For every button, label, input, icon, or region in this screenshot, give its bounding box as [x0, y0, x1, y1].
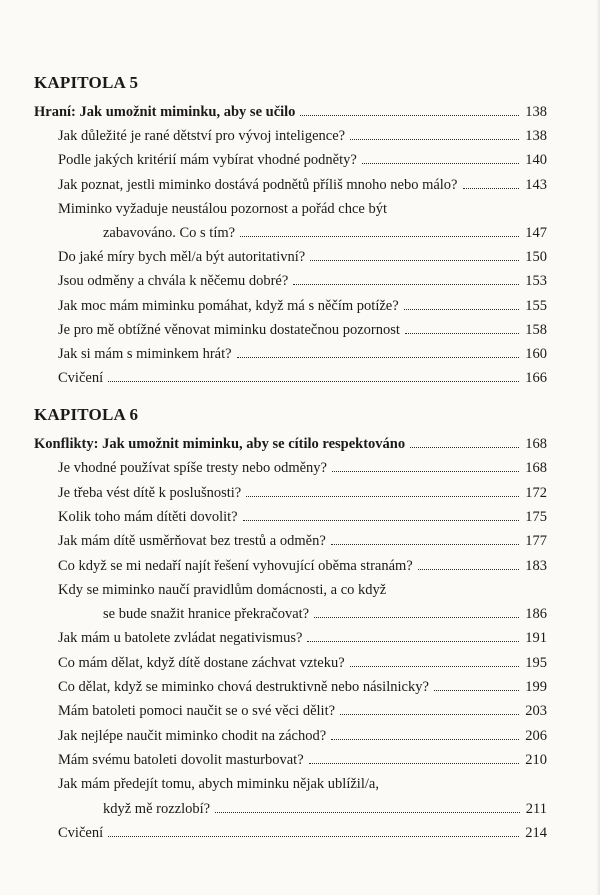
dot-leader [240, 236, 519, 237]
dot-leader [309, 763, 519, 764]
toc-entry-title: Jak si mám s miminkem hrát? [58, 346, 232, 362]
toc-entry-title: Kdy se miminko naučí pravidlům domácnosti, a co když [58, 581, 387, 598]
toc-entry-page: 138 [525, 128, 547, 145]
toc-entry-title: Je vhodné používat spíše tresty nebo odměny? [58, 460, 327, 477]
toc-entry [0, 675, 600, 699]
dot-leader [340, 714, 519, 715]
toc-entry [0, 294, 600, 318]
dot-leader [108, 381, 519, 382]
toc-entry [0, 124, 600, 148]
toc-entry-title: Mám batoleti pomoci naučit se o své věci dělit? [58, 703, 336, 720]
toc-entry [0, 748, 600, 772]
chapter-heading: KAPITOLA 6 [34, 405, 139, 424]
toc-entry-page: 195 [525, 654, 547, 671]
toc-entry-page: 211 [525, 800, 547, 817]
toc-entry-title: Co dělat, když se miminko chová destruktivně nebo násilnicky? [58, 679, 429, 695]
toc-entry-page: 186 [525, 606, 547, 623]
dot-leader [243, 520, 519, 521]
toc-entry-page: 175 [525, 508, 547, 525]
toc-entry-title: Cvičení [58, 824, 104, 841]
toc-entry-title: Jak mám dítě usměrňovat bez trestů a odměn? [58, 533, 326, 550]
toc-entry [0, 366, 600, 390]
toc-entry [0, 626, 600, 650]
toc-entry [0, 651, 600, 675]
toc-entry-page: 183 [525, 557, 547, 574]
toc-entry [0, 529, 600, 553]
toc-entry [0, 724, 600, 748]
dot-leader [310, 260, 519, 261]
toc-entry-page: 158 [525, 321, 547, 338]
toc-entry-page: 172 [525, 484, 547, 501]
toc-entry-page: 147 [525, 225, 547, 241]
dot-leader [331, 739, 519, 740]
toc-entry-title: Miminko vyžaduje neustálou pozornost a pořád chce být [58, 200, 387, 217]
toc-entry [0, 505, 600, 529]
toc-entry-title: Cvičení [58, 370, 104, 387]
toc-entry-page: 191 [525, 630, 547, 647]
dot-leader [434, 690, 519, 691]
toc-entry-title: když mě rozzlobí? [103, 800, 211, 817]
chapter-heading: KAPITOLA 5 [34, 73, 139, 92]
toc-entry [0, 318, 600, 342]
toc-entry-title: Hraní: Jak umožnit miminku, aby se učilo [34, 104, 296, 120]
toc-entry [0, 456, 600, 480]
toc-entry-title: Podle jakých kritérií mám vybírat vhodné podněty? [58, 152, 357, 169]
toc-entry-page: 140 [525, 152, 547, 169]
dot-leader [410, 447, 519, 448]
dot-leader [362, 163, 519, 164]
toc-entry-page: 203 [525, 703, 547, 720]
toc-entry [0, 245, 600, 269]
toc-entry-title: zabavováno. Co s tím? [103, 225, 236, 241]
toc-entry-page: 153 [525, 273, 547, 290]
toc-entry-title: Do jaké míry bych měl/a být autoritativní? [58, 249, 306, 266]
toc-entry-title: Mám svému batoleti dovolit masturbovat? [58, 751, 304, 768]
toc-entry-title: Jak důležité je rané dětství pro vývoj inteligence? [58, 128, 346, 145]
toc-entry [0, 481, 600, 505]
toc-entry-title: Co mám dělat, když dítě dostane záchvat vzteku? [58, 654, 345, 671]
toc-entry-page: 168 [525, 436, 547, 452]
dot-leader [404, 309, 519, 310]
dot-leader [300, 115, 519, 116]
dot-leader [314, 617, 519, 618]
toc-entry [0, 221, 600, 245]
toc-entry [0, 269, 600, 293]
toc-entry-title: Jsou odměny a chvála k něčemu dobré? [58, 273, 289, 290]
toc-entry-title: Jak moc mám miminku pomáhat, když má s něčím potíže? [58, 297, 399, 314]
toc-entry [0, 173, 600, 197]
toc-chapter-title [0, 100, 600, 124]
dot-leader [331, 544, 519, 545]
dot-leader [293, 284, 519, 285]
toc-entry [0, 797, 600, 821]
toc-entry-page: 166 [525, 370, 547, 387]
toc-entry-page: 138 [525, 104, 547, 120]
toc-entry-title: Co když se mi nedaří najít řešení vyhovující oběma stranám? [58, 557, 413, 574]
toc-entry-title: Jak mám u batolete zvládat negativismus? [58, 630, 303, 647]
toc-entry-page: 206 [525, 727, 547, 744]
dot-leader [332, 471, 519, 472]
toc-entry [0, 342, 600, 366]
toc-entry-page: 143 [525, 176, 547, 193]
toc-entry [0, 821, 600, 845]
toc-entry [0, 148, 600, 172]
toc-entry-page: 168 [525, 460, 547, 477]
toc-entry [0, 602, 600, 626]
toc-entry [0, 554, 600, 578]
dot-leader [350, 666, 519, 667]
toc-entry-title: se bude snažit hranice překračovat? [103, 606, 310, 623]
toc-entry-page: 177 [525, 533, 547, 550]
dot-leader [215, 812, 520, 813]
dot-leader [307, 641, 519, 642]
toc-entry-title: Jak mám předejít tomu, abych miminku nějak ublížil/a, [58, 776, 379, 793]
toc-entry-title: Konflikty: Jak umožnit miminku, aby se cítilo respektováno [34, 436, 406, 452]
toc-entry-title: Jak poznat, jestli miminko dostává podnětů příliš mnoho nebo málo? [58, 176, 458, 193]
toc-entry-page: 160 [525, 346, 547, 362]
dot-leader [350, 139, 519, 140]
dot-leader [418, 569, 519, 570]
toc-entry-page: 214 [525, 824, 547, 841]
toc-entry-page: 199 [525, 679, 547, 695]
toc-entry-page: 155 [525, 297, 547, 314]
toc-entry-title: Jak nejlépe naučit miminko chodit na záchod? [58, 727, 327, 744]
dot-leader [246, 496, 519, 497]
page-edge-shadow [596, 0, 600, 895]
toc-entry-title: Kolik toho mám dítěti dovolit? [58, 508, 238, 525]
toc-entry [0, 699, 600, 723]
dot-leader [405, 333, 519, 334]
dot-leader [108, 836, 519, 837]
toc-entry [0, 197, 600, 221]
toc-entry-title: Je pro mě obtížné věnovat miminku dostatečnou pozornost [58, 321, 400, 338]
toc-entry-page: 210 [525, 751, 547, 768]
dot-leader [463, 188, 519, 189]
toc-entry-page: 150 [525, 249, 547, 266]
toc-entry [0, 578, 600, 602]
toc-chapter-title [0, 432, 600, 456]
dot-leader [237, 357, 519, 358]
toc-entry-title: Je třeba vést dítě k poslušnosti? [58, 484, 242, 501]
toc-entry [0, 772, 600, 796]
